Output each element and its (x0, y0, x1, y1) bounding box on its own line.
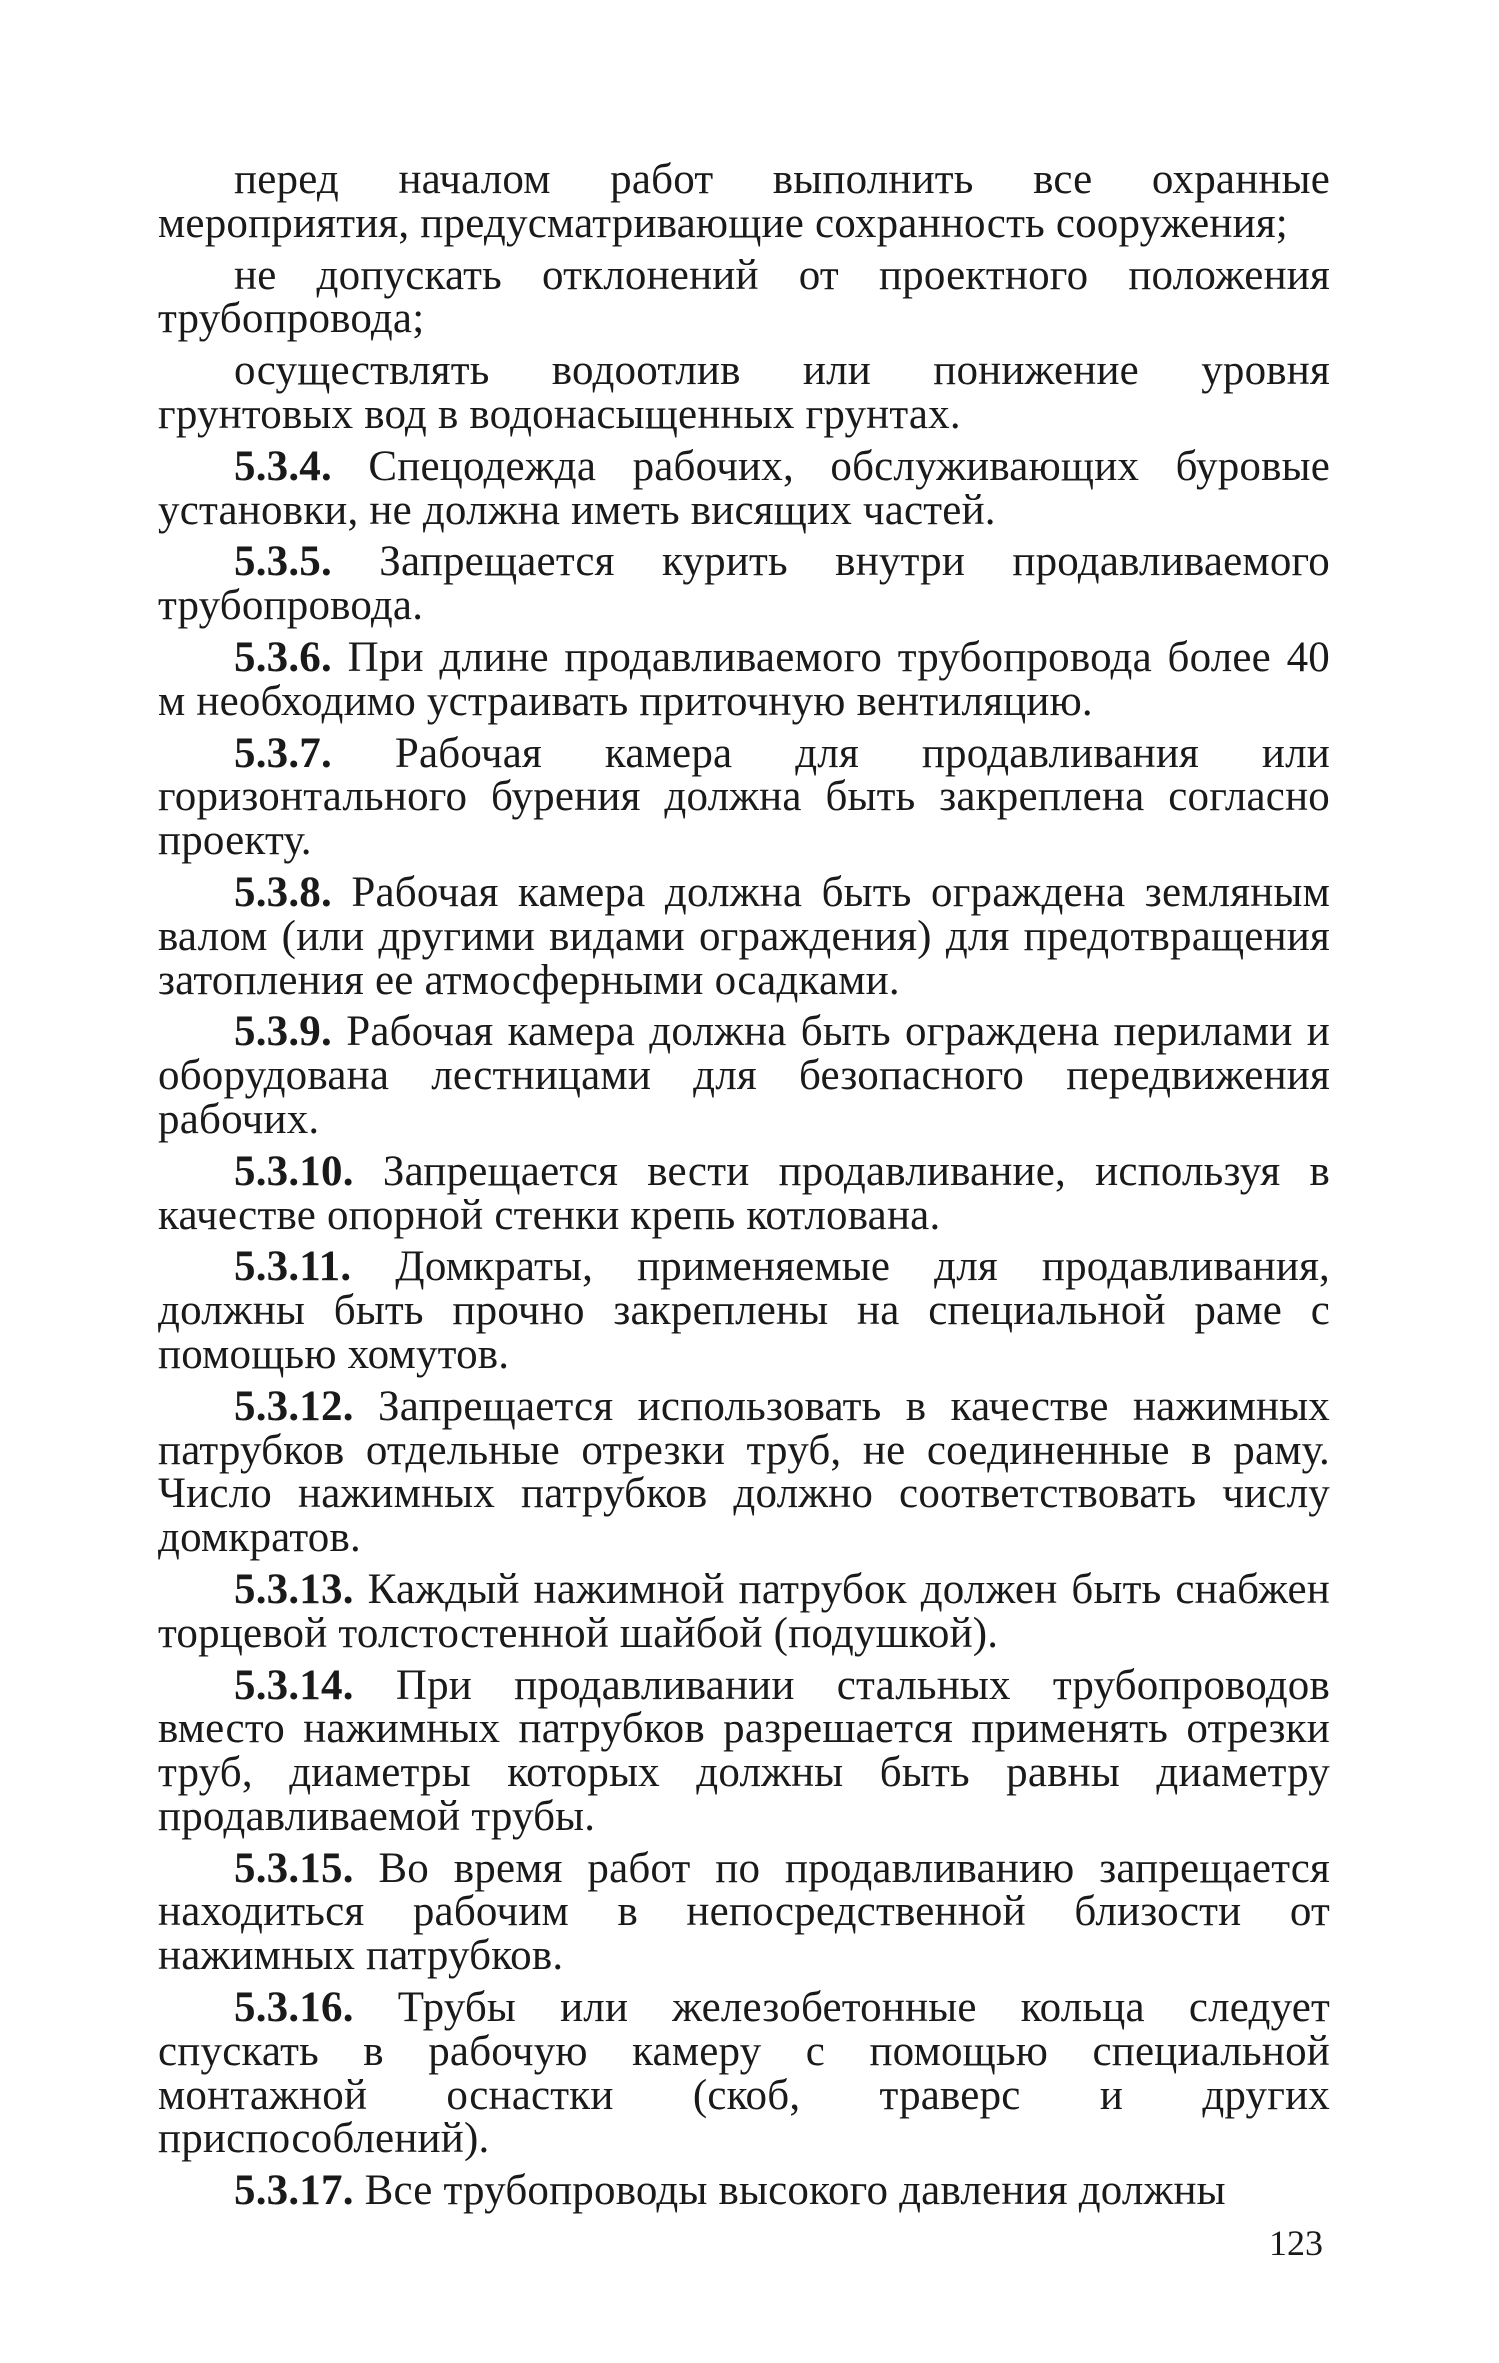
page-number: 123 (1269, 2223, 1323, 2263)
paragraph-number: 5.3.14. (234, 1661, 354, 1709)
paragraph (158, 251, 1330, 343)
paragraph-text: перед началом работ выполнить все охранные мероприятия, предусматривающие сохранность сооружения; (158, 156, 1330, 247)
paragraph (158, 1245, 1330, 1376)
paragraph-text: При продавливании стальных трубопроводов вместо нажимных патрубков разрешается применять отрезки труб, диаметры которых должны быть равны диаметру продавливаемой трубы. (158, 1661, 1330, 1840)
paragraph (158, 1661, 1330, 1840)
paragraph-text: Запрещается использовать в качестве нажимных патрубков отдельные отрезки труб, не соединенные в раму. Число нажимных патрубков должно соответствовать числу домкратов. (158, 1382, 1330, 1562)
paragraph-number: 5.3.11. (234, 1243, 352, 1291)
paragraph-text: Запрещается вести продавливание, используя в качестве опорной стенки крепь котлована. (158, 1147, 1331, 1239)
paragraph-number: 5.3.16. (234, 1984, 354, 2032)
paragraph (158, 158, 1330, 246)
paragraph-number: 5.3.10. (234, 1147, 354, 1195)
paragraph-text: Все трубопроводы высокого давления должны (364, 2167, 1226, 2215)
paragraph-number: 5.3.8. (234, 868, 332, 916)
paragraph-text: Во время работ по продавливанию запрещается находиться рабочим в непосредственной близости от нажимных патрубков. (158, 1844, 1330, 1980)
paragraph (158, 1147, 1331, 1239)
paragraph (158, 729, 1330, 865)
paragraph (158, 1565, 1331, 1657)
paragraph-number: 5.3.17. (234, 2167, 354, 2215)
paragraph (158, 349, 1330, 437)
paragraph (158, 1844, 1330, 1980)
paragraph-text: Рабочая камера для продавливания или горизонтального бурения должна быть закреплена согласно проекту. (158, 729, 1330, 865)
paragraph-text: осуществлять водоотлив или понижение уровня грунтовых вод в водонасыщенных грунтах. (158, 347, 1330, 438)
paragraph-number: 5.3.15. (234, 1844, 354, 1892)
paragraph-text: Домкраты, применяемые для продавливания, должны быть прочно закреплены на специальной раме с помощью хомутов. (158, 1243, 1330, 1378)
paragraph-number: 5.3.4. (234, 442, 332, 490)
paragraph-text: При длине продавливаемого трубопровода более 40 м необходимо устраивать приточную вентиляцию. (158, 633, 1330, 725)
paragraph-text: Рабочая камера должна быть ограждена перилами и оборудована лестницами для безопасного передвижения рабочих. (158, 1008, 1330, 1143)
paragraph-text: Рабочая камера должна быть ограждена земляным валом (или другими видами ограждения) для предотвращения затопления ее атмосферными осадками. (158, 868, 1330, 1004)
paragraph (158, 633, 1330, 725)
paragraph-number: 5.3.5. (234, 538, 332, 586)
paragraph-text: не допускать отклонений от проектного положения трубопровода; (158, 251, 1330, 343)
paragraph-number: 5.3.6. (234, 633, 332, 681)
paragraph-number: 5.3.9. (234, 1008, 332, 1056)
paragraph (158, 2169, 1330, 2213)
paragraph-number: 5.3.12. (234, 1382, 354, 1430)
paragraph (158, 540, 1330, 628)
paragraph-text: Трубы или железобетонные кольца следует спускать в рабочую камеру с помощью специальной монтажной оснастки (скоб, траверс и других приспособлений). (158, 1984, 1330, 2163)
page-body (158, 158, 1330, 2221)
paragraph-number: 5.3.13. (234, 1565, 354, 1613)
paragraph-number: 5.3.7. (234, 729, 332, 777)
paragraph (158, 442, 1330, 534)
paragraph (158, 1986, 1330, 2161)
paragraph (158, 868, 1330, 1004)
paragraph-text: Запрещается курить внутри продавливаемого трубопровода. (158, 538, 1330, 630)
paragraph (158, 1010, 1330, 1141)
paragraph-text: Каждый нажимной патрубок должен быть снабжен торцевой толстостенной шайбой (подушкой). (158, 1565, 1331, 1657)
paragraph (158, 1382, 1330, 1562)
paragraph-text: Спецодежда рабочих, обслуживающих буровые установки, не должна иметь висящих частей. (158, 442, 1330, 534)
